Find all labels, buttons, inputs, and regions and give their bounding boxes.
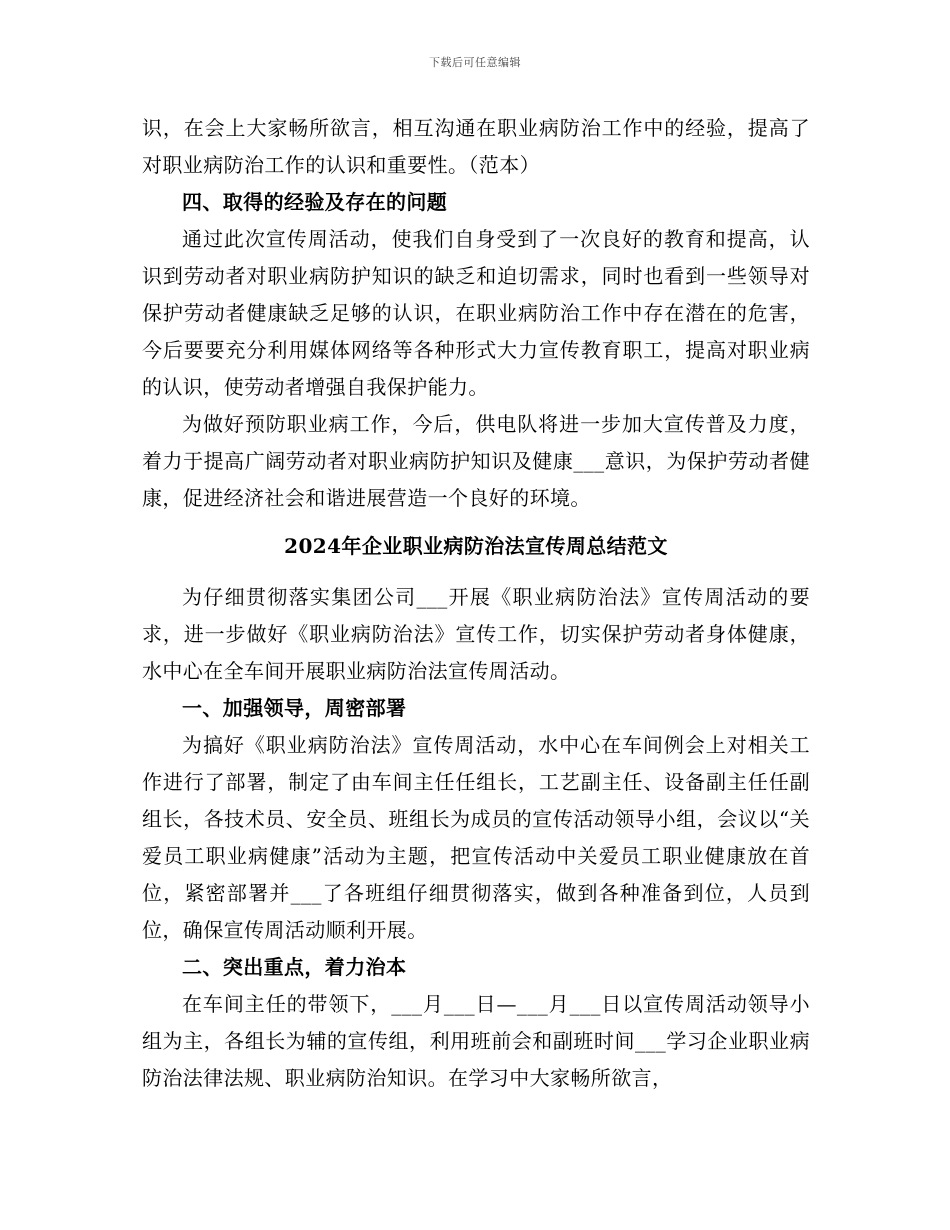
paragraph-continuation: 识，在会上大家畅所欲言，相互沟通在职业病防治工作中的经验，提高了对职业病防治工作的认识和重要性。（范本） xyxy=(142,116,810,177)
document-body xyxy=(142,110,810,1097)
paragraph-intro: 为仔细贯彻落实集团公司___开展《职业病防治法》宣传周活动的要求，进一步做好《职业病防治法》宣传工作，切实保护劳动者身体健康，水中心在全车间开展职业病防治法宣传周活动。 xyxy=(142,585,810,683)
page-header: 下载后可任意编辑 xyxy=(429,56,521,69)
paragraph-focus: 在车间主任的带领下，___月___日—___月___日以宣传周活动领导小组为主，各组长为辅的宣传组，利用班前会和副班时间___学习企业职业病防治法律法规、职业病防治知识。在学习中大家畅所欲言， xyxy=(142,992,810,1090)
document-title: 2024年企业职业病防治法宣传周总结范文 xyxy=(284,534,668,558)
section-heading-experience: 四、取得的经验及存在的问题 xyxy=(182,190,448,214)
paragraph-leadership: 为搞好《职业病防治法》宣传周活动，水中心在车间例会上对相关工作进行了部署，制定了由车间主任任组长，工艺副主任、设备副主任任副组长，各技术员、安全员、班组长为成员的宣传活动领导小组，会议以“关爱员工职业病健康”活动为主题，把宣传活动中关爱员工职业健康放在首位，紧密部署并___了各班组仔细贯彻落实，做到各种准备到位，人员到位，确保宣传周活动顺利开展。 xyxy=(142,733,810,942)
paragraph-future-plan: 为做好预防职业病工作，今后，供电队将进一步加大宣传普及力度，着力于提高广阔劳动者对职业病防护知识及健康___意识，为保护劳动者健康，促进经济社会和谐进展营造一个良好的环境。 xyxy=(142,412,810,510)
section-heading-leadership: 一、加强领导，周密部署 xyxy=(182,696,407,720)
section-heading-focus: 二、突出重点，着力治本 xyxy=(182,955,407,979)
paragraph-experience: 通过此次宣传周活动，使我们自身受到了一次良好的教育和提高，认识到劳动者对职业病防护知识的缺乏和迫切需求，同时也看到一些领导对保护劳动者健康缺乏足够的认识，在职业病防治工作中存在潜在的危害，今后要要充分利用媒体网络等各种形式大力宣传教育职工，提高对职业病的认识，使劳动者增强自我保护能力。 xyxy=(142,227,810,399)
